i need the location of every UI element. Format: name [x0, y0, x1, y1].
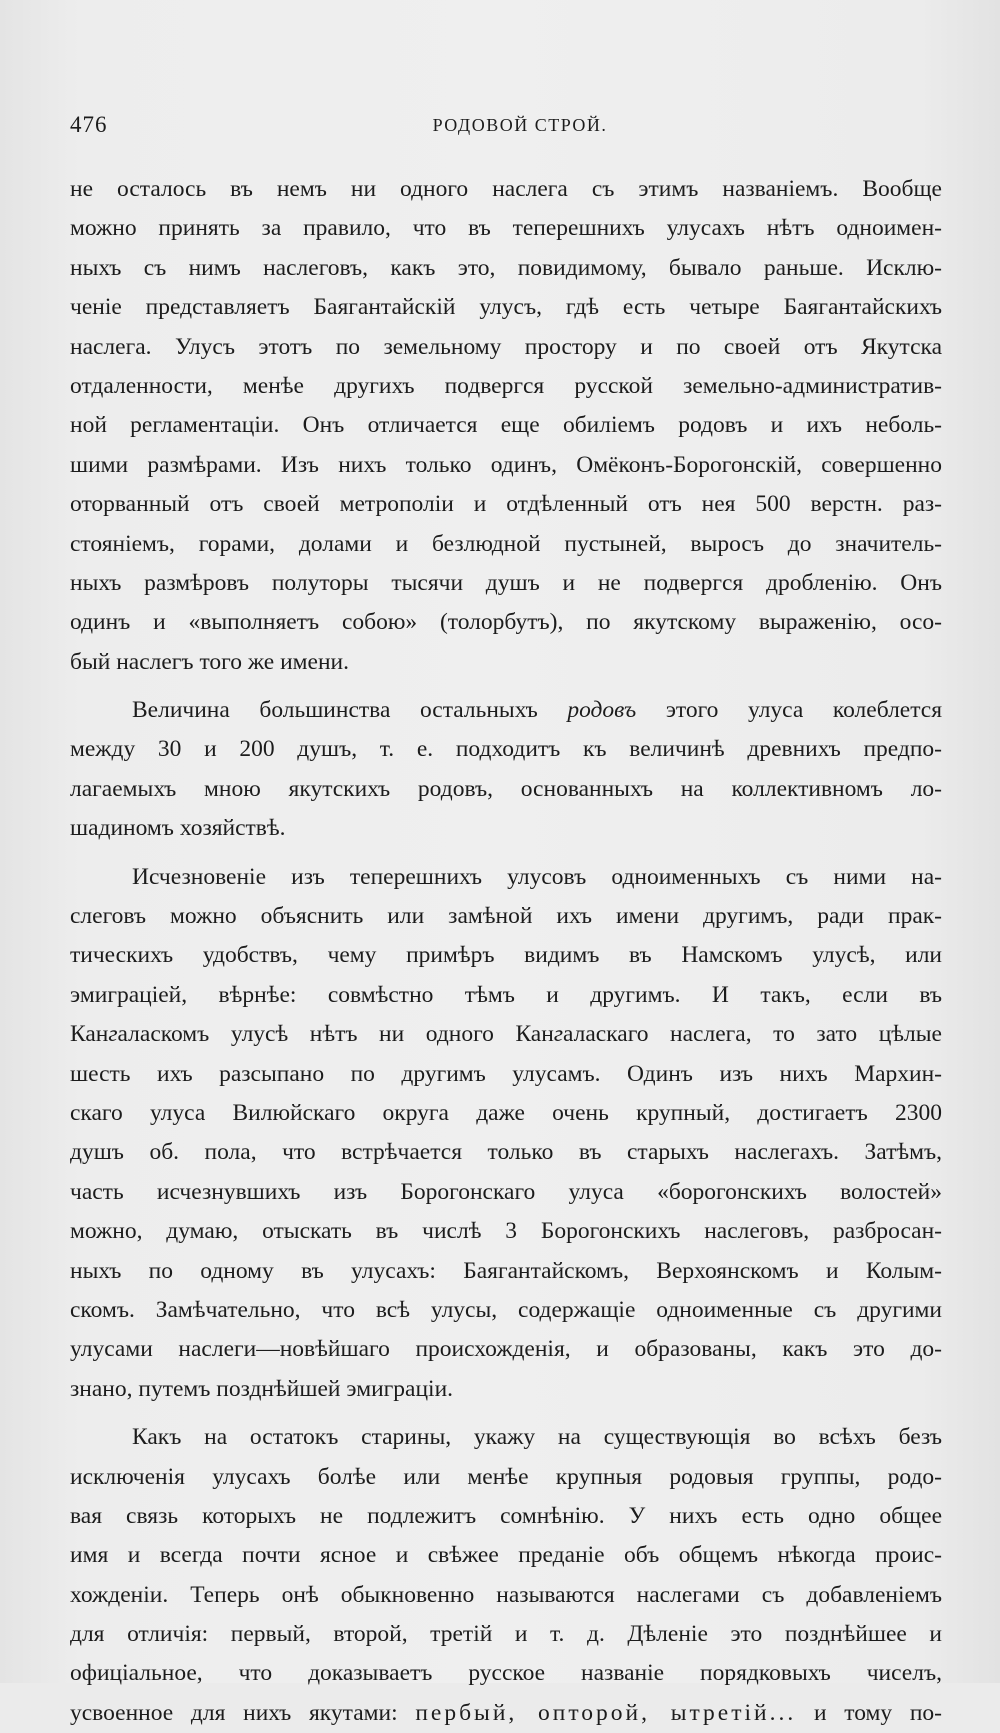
text-line	[70, 1015, 942, 1054]
text-line: эмиграціей, вѣрнѣе: совмѣстно тѣмъ и другимъ. И такъ, если въ	[70, 981, 942, 1008]
text-fragment: аласкомъ улусѣ нѣтъ ни одного Кан	[117, 1021, 554, 1048]
text-line: имя и всегда почти ясное и свѣжее преданіе объ общемъ нѣкогда проис-	[70, 1542, 942, 1569]
text-line: можно, думаю, отыскать въ числѣ 3 Борогонскихъ наслеговъ, разбросан-	[70, 1218, 942, 1245]
text-fragment: Величина большинства остальныхъ	[132, 697, 538, 724]
text-line: можно принять за правило, что въ теперешнихъ улусахъ нѣтъ одноимен-	[70, 215, 942, 242]
text-fragment: усвоенное для нихъ якутами:	[70, 1699, 398, 1726]
text-line: отдаленности, менѣе другихъ подвергся русской земельно-административ-	[70, 372, 942, 399]
text-line: офиціальное, что доказываетъ русское названіе порядковыхъ чиселъ,	[70, 1660, 942, 1687]
text-line: наслега. Улусъ этотъ по земельному простору и по своей отъ Якутска	[70, 333, 942, 360]
text-line: Какъ на остатокъ старины, укажу на существующія во всѣхъ безъ	[132, 1424, 942, 1451]
italic-term: родовъ	[567, 697, 637, 724]
text-line: лагаемыхъ мною якутскихъ родовъ, основанныхъ на коллективномъ ло-	[70, 775, 942, 802]
text-line: не осталось въ немъ ни одного наслега съ этимъ названіемъ. Вообще	[70, 176, 942, 202]
text-line: ной регламентаціи. Онъ отличается еще обиліемъ родовъ и ихъ неболь-	[70, 412, 942, 439]
text-line: шадиномъ хозяйствѣ.	[70, 815, 286, 842]
text-line: одинъ и «выполняетъ собою» (толорбутъ), по якутскому выраженію, осо-	[70, 609, 942, 636]
text-fragment: Кан	[70, 1021, 109, 1048]
text-line: исключенія улусахъ болѣе или менѣе крупныя родовыя группы, родо-	[70, 1463, 942, 1490]
text-line: улусами наслеги—новѣйшаго происхожденія, и образованы, какъ это до-	[70, 1336, 942, 1363]
text-line: между 30 и 200 душъ, т. е. подходитъ къ величинѣ древнихъ предпо-	[70, 736, 942, 763]
text-fragment: этого улуса колеблется	[665, 697, 942, 724]
text-fragment: аласкаго наслега, то зато цѣлые	[562, 1021, 942, 1048]
text-line: ныхъ размѣровъ полуторы тысячи душъ и не подвергся дробленію. Онъ	[70, 569, 942, 596]
page-number: 476	[70, 112, 108, 137]
text-line: скаго улуса Вилюйскаго округа даже очень крупный, достигаетъ 2300	[70, 1099, 942, 1126]
running-head: РОДОВОЙ СТРОЙ.	[432, 115, 608, 135]
spaced-words: пербый, опторой, ытретій...	[415, 1699, 797, 1726]
body-text	[70, 170, 942, 1733]
text-line: для отличія: первый, второй, третій и т. д. Дѣленіе это позднѣйшее и	[70, 1621, 942, 1648]
text-line: Исчезновеніе изъ теперешнихъ улусовъ одноименныхъ съ ними на-	[132, 863, 942, 890]
page-header	[70, 112, 950, 142]
text-line	[70, 1694, 942, 1733]
text-line: знано, путемъ позднѣйшей эмиграціи.	[70, 1375, 454, 1402]
text-line: ченіе представляетъ Баягантайскій улусъ, гдѣ есть четыре Баягантайскихъ	[70, 294, 942, 321]
text-line: душъ об. пола, что встрѣчается только въ старыхъ наслегахъ. Затѣмъ,	[70, 1139, 942, 1166]
text-line: слеговъ можно объяснить или замѣной ихъ имени другимъ, ради прак-	[70, 903, 942, 930]
text-line: часть исчезнувшихъ изъ Борогонскаго улуса «борогонскихъ волостей»	[70, 1178, 942, 1205]
text-line: ныхъ съ нимъ наслеговъ, какъ это, повидимому, бывало раньше. Исклю-	[70, 254, 942, 281]
italic-letter: г	[553, 1021, 563, 1048]
text-line: тическихъ удобствъ, чему примѣръ видимъ въ Намскомъ улусѣ, или	[70, 942, 942, 969]
text-line: оторванный отъ своей метрополіи и отдѣленный отъ нея 500 верстн. раз-	[70, 491, 942, 518]
text-line: бый наслегъ того же имени.	[70, 648, 349, 675]
text-line: стояніемъ, горами, долами и безлюдной пустыней, выросъ до значитель-	[70, 530, 942, 557]
text-line: шими размѣрами. Изъ нихъ только одинъ, Омёконъ-Борогонскій, совершенно	[70, 451, 942, 478]
text-line: шесть ихъ разсыпано по другимъ улусамъ. Одинъ изъ нихъ Мархин-	[70, 1060, 942, 1087]
text-line: вая связь которыхъ не подлежитъ сомнѣнію. У нихъ есть одно общее	[70, 1502, 942, 1529]
text-line	[70, 691, 942, 730]
text-line: скомъ. Замѣчательно, что всѣ улусы, содержащіе одноименные съ другими	[70, 1296, 942, 1323]
italic-letter: г	[108, 1021, 118, 1048]
text-fragment: и тому по-	[813, 1699, 942, 1726]
text-line: ныхъ по одному въ улусахъ: Баягантайскомъ, Верхоянскомъ и Колым-	[70, 1257, 942, 1284]
text-line: хожденіи. Теперь онѣ обыкновенно называются наслегами съ добавленіемъ	[70, 1581, 942, 1608]
